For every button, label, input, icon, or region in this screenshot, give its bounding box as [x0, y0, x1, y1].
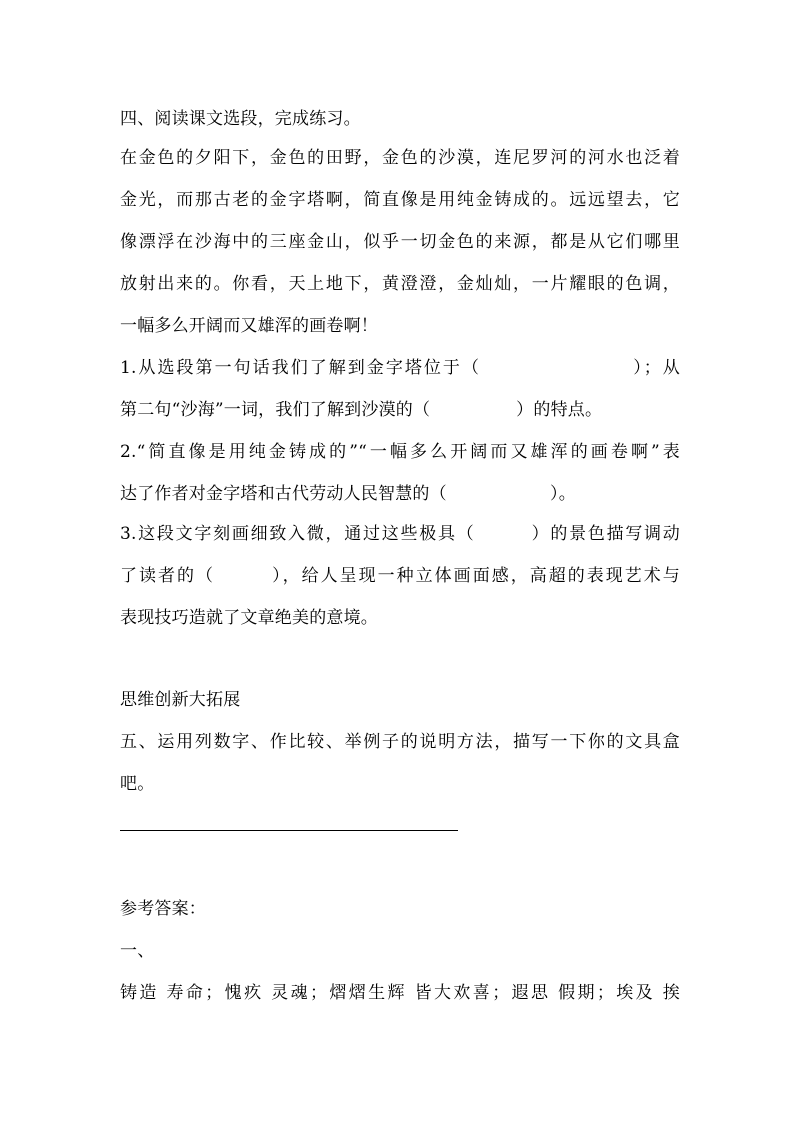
question-line: 达了作者对金字塔和古代劳动人民智慧的（ ）。: [120, 484, 576, 504]
passage-line: 在金色的夕阳下，金色的田野，金色的沙漠，连尼罗河的河水也泛着: [120, 148, 680, 168]
question-line: 第二句“沙海”一词，我们了解到沙漠的（ ）的特点。: [120, 400, 603, 420]
passage-line: 像漂浮在沙海中的三座金山，似乎一切金色的来源，都是从它们哪里: [120, 232, 680, 252]
question-line: 了读者的（ ），给人呈现一种立体画面感，高超的表现艺术与: [120, 566, 680, 586]
question-line: 3.这段文字刻画细致入微，通过这些极具（ ）的景色描写调动: [120, 524, 680, 544]
question-line: 1.从选段第一句话我们了解到金字塔位于（ ）；从: [120, 358, 680, 378]
answers-heading: 参考答案：: [120, 899, 206, 919]
passage-line: 一幅多么开阔而又雄浑的画卷啊！: [120, 316, 378, 336]
question-line: 表现技巧造就了文章绝美的意境。: [120, 608, 378, 628]
passage-line: 放射出来的。你看，天上地下，黄澄澄，金灿灿，一片耀眼的色调，: [120, 274, 680, 294]
passage-line: 金光，而那古老的金字塔啊，简直像是用纯金铸成的。远远望去，它: [120, 190, 680, 210]
question-line: 2.“简直像是用纯金铸成的”“一幅多么开阔而又雄浑的画卷啊”表: [120, 442, 680, 462]
answers-part1-label: 一、: [120, 941, 155, 961]
answer-blank-line: [120, 830, 458, 831]
answers-part1-line: 铸造 寿命；愧疚 灵魂；熠熠生辉 皆大欢喜；遐思 假期；埃及 挨: [120, 983, 680, 1003]
extension-heading: 思维创新大拓展: [120, 690, 241, 710]
extension-question-line: 吧。: [120, 774, 155, 794]
extension-question-line: 五、运用列数字、作比较、举例子的说明方法，描写一下你的文具盒: [120, 732, 680, 752]
section4-heading: 四、阅读课文选段，完成练习。: [120, 109, 361, 129]
